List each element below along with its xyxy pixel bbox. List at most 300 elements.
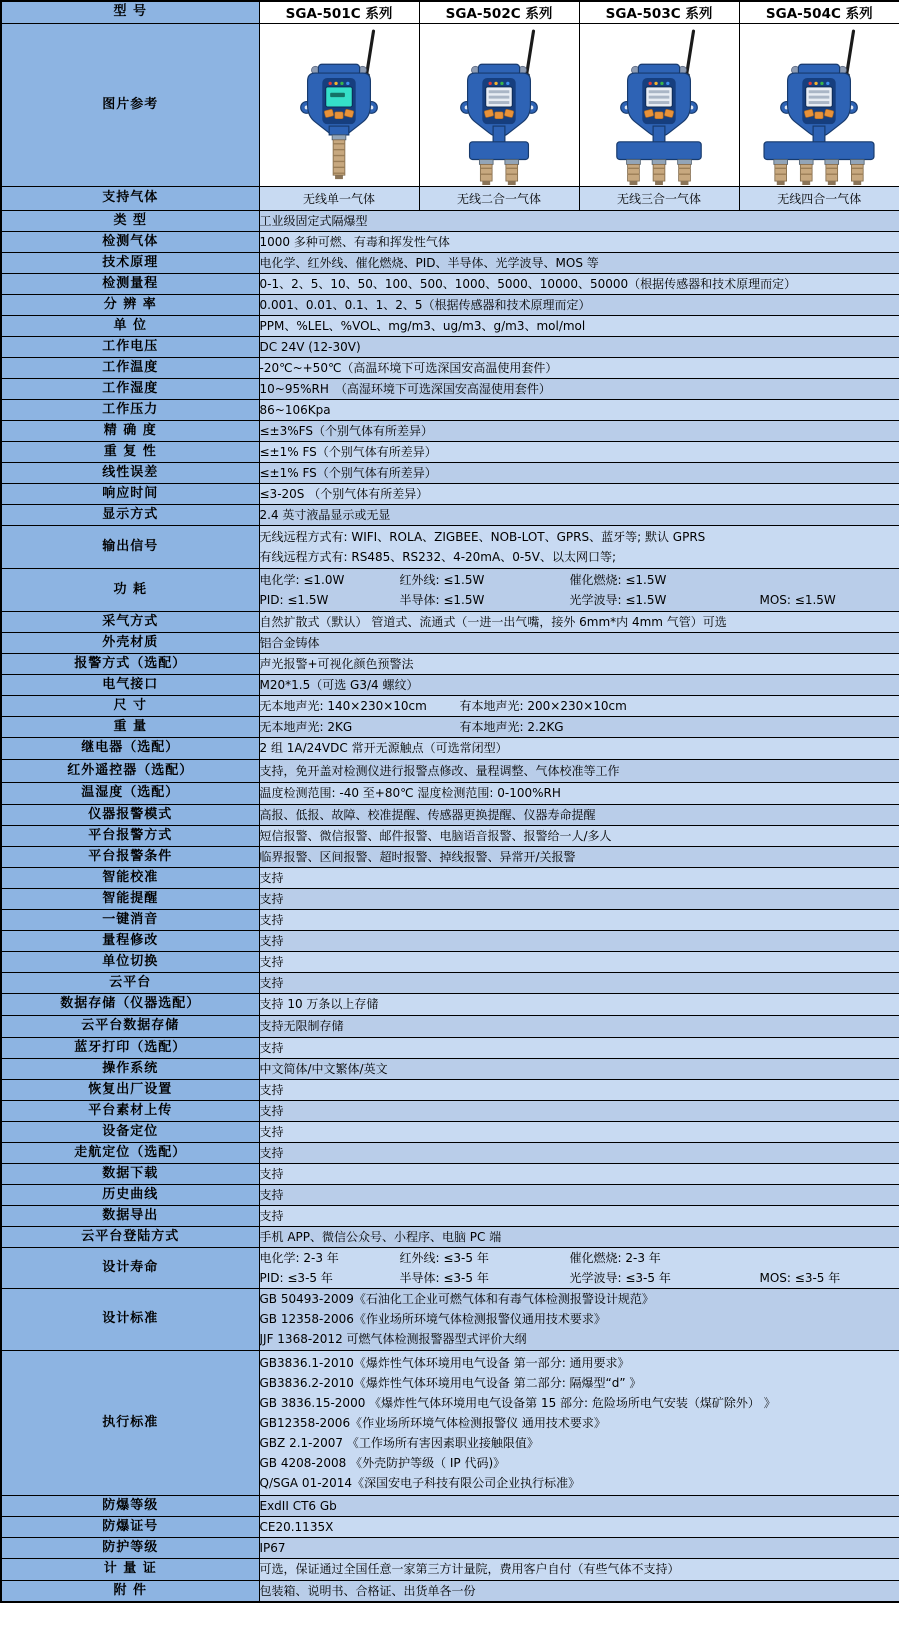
spec-segment: 2 组 1A/24VDC 常开无源触点（可选常闭型） bbox=[259, 741, 508, 755]
spec-row-value bbox=[259, 716, 899, 737]
product-image-sga-503c bbox=[580, 24, 739, 185]
spec-segment: 温度检测范围: -40 至+80℃ 湿度检测范围: 0-100%RH bbox=[259, 786, 561, 800]
spec-segment: 支持，免开盖对检测仪进行报警点修改、量程调整、气体校准等工作 bbox=[259, 763, 620, 778]
spec-row-46 bbox=[1, 1226, 899, 1247]
spec-row-value bbox=[259, 462, 899, 483]
spec-segment: 支持 bbox=[259, 1040, 284, 1055]
spec-line bbox=[260, 211, 899, 231]
spec-segment: 支持 10 万条以上存储 bbox=[259, 997, 379, 1011]
spec-line bbox=[260, 1101, 899, 1121]
spec-row-label: 温湿度（选配） bbox=[1, 782, 259, 804]
header-series-sga-503c: SGA-503C 系列 bbox=[579, 1, 739, 23]
spec-row-value bbox=[259, 231, 899, 252]
spec-row-value bbox=[259, 378, 899, 399]
spec-segment: -20℃~+50℃（高温环境下可选深国安高温使用套件） bbox=[259, 360, 558, 375]
spec-row-38 bbox=[1, 1058, 899, 1079]
spec-row-48 bbox=[1, 1288, 899, 1350]
spec-segment: 支持 bbox=[259, 1082, 284, 1097]
spec-row-16 bbox=[1, 568, 899, 611]
spec-row-54 bbox=[1, 1580, 899, 1602]
spec-row-label: 操作系统 bbox=[1, 1058, 259, 1079]
spec-line bbox=[260, 805, 899, 825]
spec-segment: ExdII CT6 Gb bbox=[259, 1498, 337, 1513]
spec-segment: 声光报警+可视化颜色预警法 bbox=[259, 656, 414, 671]
spec-segment: 有线远程方式有: RS485、RS232、4-20mA、0-5V、以太网口等; bbox=[259, 549, 617, 564]
spec-segment: 半导体: ≤3-5 年 bbox=[399, 1270, 489, 1285]
spec-segment: CE20.1135X bbox=[259, 1519, 334, 1534]
spec-line bbox=[260, 1559, 899, 1579]
spec-segment: M20*1.5（可选 G3/4 螺纹） bbox=[259, 677, 419, 692]
spec-row-label: 数据下载 bbox=[1, 1163, 259, 1184]
spec-row-30 bbox=[1, 888, 899, 909]
spec-segment: 10~95%RH （高湿环境下可选深国安高湿使用套件） bbox=[259, 381, 551, 396]
spec-line bbox=[260, 1329, 899, 1349]
spec-row-label: 响应时间 bbox=[1, 483, 259, 504]
spec-row-49 bbox=[1, 1350, 899, 1495]
spec-segment: 电化学、红外线、催化燃烧、PID、半导体、光学波导、MOS 等 bbox=[259, 255, 599, 270]
spec-row-label: 防爆等级 bbox=[1, 1495, 259, 1516]
spec-row-label: 一键消音 bbox=[1, 909, 259, 930]
spec-row-value bbox=[259, 737, 899, 759]
spec-row-label: 设计标准 bbox=[1, 1288, 259, 1350]
support-gas-1: 无线单一气体 bbox=[259, 186, 419, 210]
spec-segment: GBZ 2.1-2007 《工作场所有害因素职业接触限值》 bbox=[259, 1435, 539, 1450]
spec-row-label: 防护等级 bbox=[1, 1537, 259, 1558]
spec-segment: 半导体: ≤1.5W bbox=[399, 592, 485, 607]
spec-row-value bbox=[259, 930, 899, 951]
spec-row-value bbox=[259, 315, 899, 336]
spec-row-12 bbox=[1, 462, 899, 483]
spec-line bbox=[260, 1206, 899, 1226]
spec-row-label: 单 位 bbox=[1, 315, 259, 336]
supported-gases-row bbox=[1, 186, 899, 210]
spec-row-label: 云平台数据存储 bbox=[1, 1015, 259, 1037]
spec-row-label: 蓝牙打印（选配） bbox=[1, 1037, 259, 1058]
spec-line bbox=[260, 1473, 899, 1493]
spec-row-value bbox=[259, 441, 899, 462]
spec-line bbox=[260, 570, 899, 590]
spec-row-value bbox=[259, 399, 899, 420]
product-image-sga-501c bbox=[260, 24, 419, 185]
spec-row-label: 精 确 度 bbox=[1, 420, 259, 441]
spec-row-27 bbox=[1, 825, 899, 846]
spec-row-37 bbox=[1, 1037, 899, 1058]
spec-row-23 bbox=[1, 737, 899, 759]
spec-line bbox=[260, 612, 899, 632]
spec-segment: GB 12358-2006《作业场所环境气体检测报警仪通用技术要求》 bbox=[259, 1312, 606, 1326]
spec-segment: IP67 bbox=[259, 1540, 286, 1555]
spec-segment: 催化燃烧: 2-3 年 bbox=[569, 1250, 661, 1265]
spec-row-label: 云平台登陆方式 bbox=[1, 1226, 259, 1247]
spec-row-value bbox=[259, 782, 899, 804]
spec-line bbox=[260, 1393, 899, 1413]
spec-segment: 支持 bbox=[259, 912, 284, 927]
spec-row-label: 显示方式 bbox=[1, 504, 259, 525]
spec-line bbox=[260, 1016, 899, 1036]
spec-segment: 有本地声光: 2.2KG bbox=[459, 719, 564, 734]
spec-row-3 bbox=[1, 273, 899, 294]
spec-row-31 bbox=[1, 909, 899, 930]
spec-row-label: 输出信号 bbox=[1, 525, 259, 568]
spec-row-value bbox=[259, 1058, 899, 1079]
spec-line bbox=[260, 379, 899, 399]
spec-row-label: 云平台 bbox=[1, 972, 259, 993]
spec-line bbox=[260, 847, 899, 867]
spec-segment: 支持 bbox=[259, 870, 284, 885]
spec-row-label: 附 件 bbox=[1, 1580, 259, 1602]
spec-segment: PPM、%LEL、%VOL、mg/m3、ug/m3、g/m3、mol/mol bbox=[259, 318, 586, 333]
spec-row-label: 电气接口 bbox=[1, 674, 259, 695]
spec-row-26 bbox=[1, 804, 899, 825]
spec-line bbox=[260, 274, 899, 294]
spec-segment: 铝合金铸体 bbox=[259, 635, 320, 650]
spec-segment: 支持 bbox=[259, 1208, 284, 1223]
spec-row-label: 红外遥控器（选配） bbox=[1, 759, 259, 782]
spec-row-44 bbox=[1, 1184, 899, 1205]
spec-row-51 bbox=[1, 1516, 899, 1537]
spec-row-2 bbox=[1, 252, 899, 273]
spec-row-value bbox=[259, 1079, 899, 1100]
product-image-sga-502c bbox=[420, 24, 579, 185]
spec-line bbox=[260, 463, 899, 483]
spec-row-0 bbox=[1, 210, 899, 231]
spec-line bbox=[260, 1433, 899, 1453]
spec-segment: 支持 bbox=[259, 954, 284, 969]
spec-segment: 支持 bbox=[259, 975, 284, 990]
spec-row-label: 执行标准 bbox=[1, 1350, 259, 1495]
spec-row-value bbox=[259, 1495, 899, 1516]
spec-line bbox=[260, 1373, 899, 1393]
spec-line bbox=[260, 1289, 899, 1309]
spec-row-33 bbox=[1, 951, 899, 972]
spec-segment: 光学波导: ≤3-5 年 bbox=[569, 1270, 671, 1285]
spec-row-label: 平台素材上传 bbox=[1, 1100, 259, 1121]
spec-segment: DC 24V (12-30V) bbox=[259, 339, 361, 354]
spec-line bbox=[260, 1353, 899, 1373]
spec-row-value bbox=[259, 1121, 899, 1142]
spec-row-value bbox=[259, 568, 899, 611]
spec-line bbox=[260, 952, 899, 972]
spec-segment: 催化燃烧: ≤1.5W bbox=[569, 572, 667, 587]
support-gas-3: 无线三合一气体 bbox=[579, 186, 739, 210]
spec-row-40 bbox=[1, 1100, 899, 1121]
spec-row-label: 平台报警方式 bbox=[1, 825, 259, 846]
spec-row-value bbox=[259, 867, 899, 888]
spec-row-value bbox=[259, 336, 899, 357]
spec-segment: 临界报警、区间报警、超时报警、掉线报警、异常开/关报警 bbox=[259, 849, 576, 864]
spec-row-14 bbox=[1, 504, 899, 525]
spec-row-value bbox=[259, 1558, 899, 1580]
spec-line bbox=[260, 442, 899, 462]
spec-segment: ≤±3%FS（个别气体有所差异） bbox=[259, 423, 433, 438]
spec-segment: 工业级固定式隔爆型 bbox=[259, 213, 368, 228]
spec-row-label: 重 量 bbox=[1, 716, 259, 737]
spec-segment: 0-1、2、5、10、50、100、500、1000、5000、10000、50000（根据传感器和技术原理而定） bbox=[259, 276, 797, 291]
spec-row-4 bbox=[1, 294, 899, 315]
spec-row-value bbox=[259, 1350, 899, 1495]
spec-segment: GB3836.1-2010《爆炸性气体环境用电气设备 第一部分: 通用要求》 bbox=[259, 1355, 630, 1370]
spec-line bbox=[260, 527, 899, 547]
header-series-sga-504c: SGA-504C 系列 bbox=[739, 1, 899, 23]
spec-row-value bbox=[259, 993, 899, 1015]
spec-line bbox=[260, 696, 899, 716]
spec-row-34 bbox=[1, 972, 899, 993]
spec-row-label: 历史曲线 bbox=[1, 1184, 259, 1205]
spec-line bbox=[260, 1038, 899, 1058]
spec-row-value bbox=[259, 653, 899, 674]
spec-row-18 bbox=[1, 632, 899, 653]
spec-row-label: 设计寿命 bbox=[1, 1247, 259, 1288]
spec-row-9 bbox=[1, 399, 899, 420]
spec-segment: JJF 1368-2012 可燃气体检测报警器型式评价大纲 bbox=[259, 1332, 527, 1346]
spec-row-value bbox=[259, 759, 899, 782]
spec-row-label: 技术原理 bbox=[1, 252, 259, 273]
spec-segment: 短信报警、微信报警、邮件报警、电脑语音报警、报警给一人/多人 bbox=[259, 828, 612, 843]
spec-row-label: 仪器报警模式 bbox=[1, 804, 259, 825]
spec-row-label: 检测气体 bbox=[1, 231, 259, 252]
spec-row-value bbox=[259, 1205, 899, 1226]
spec-row-53 bbox=[1, 1558, 899, 1580]
spec-row-value bbox=[259, 1580, 899, 1602]
spec-row-label: 工作压力 bbox=[1, 399, 259, 420]
spec-segment: 中文简体/中文繁体/英文 bbox=[259, 1061, 388, 1076]
spec-segment: ≤±1% FS（个别气体有所差异） bbox=[259, 465, 437, 480]
spec-segment: 高报、低报、故障、校准提醒、传感器更换提醒、仪器寿命提醒 bbox=[259, 807, 596, 822]
spec-row-label: 工作湿度 bbox=[1, 378, 259, 399]
spec-line bbox=[260, 1581, 899, 1601]
spec-row-value bbox=[259, 1184, 899, 1205]
spec-row-20 bbox=[1, 674, 899, 695]
support-gas-2: 无线二合一气体 bbox=[419, 186, 579, 210]
spec-row-label: 单位切换 bbox=[1, 951, 259, 972]
spec-row-value bbox=[259, 525, 899, 568]
spec-line bbox=[260, 994, 899, 1014]
spec-row-28 bbox=[1, 846, 899, 867]
spec-row-value bbox=[259, 632, 899, 653]
spec-segment: MOS: ≤3-5 年 bbox=[759, 1270, 841, 1285]
spec-line bbox=[260, 826, 899, 846]
spec-row-29 bbox=[1, 867, 899, 888]
spec-row-24 bbox=[1, 759, 899, 782]
spec-line bbox=[260, 232, 899, 252]
spec-line bbox=[260, 910, 899, 930]
spec-segment: 有本地声光: 200×230×10cm bbox=[459, 698, 627, 713]
spec-line bbox=[260, 1080, 899, 1100]
spec-segment: 无本地声光: 2KG bbox=[259, 719, 353, 734]
spec-row-5 bbox=[1, 315, 899, 336]
spec-row-value bbox=[259, 611, 899, 632]
spec-line bbox=[260, 717, 899, 737]
header-model-label: 型 号 bbox=[1, 1, 259, 23]
spec-segment: GB 50493-2009《石油化工企业可燃气体和有毒气体检测报警设计规范》 bbox=[259, 1292, 654, 1306]
spec-row-52 bbox=[1, 1537, 899, 1558]
spec-segment: GB3836.2-2010《爆炸性气体环境用电气设备 第二部分: 隔爆型“d” 》 bbox=[259, 1375, 642, 1390]
spec-line bbox=[260, 1227, 899, 1247]
spec-line bbox=[260, 1517, 899, 1537]
spec-row-value bbox=[259, 951, 899, 972]
spec-row-value bbox=[259, 695, 899, 716]
spec-row-label: 采气方式 bbox=[1, 611, 259, 632]
spec-line bbox=[260, 1248, 899, 1268]
spec-segment: 红外线: ≤1.5W bbox=[399, 572, 485, 587]
spec-segment: ≤±1% FS（个别气体有所差异） bbox=[259, 444, 437, 459]
spec-row-value bbox=[259, 1037, 899, 1058]
spec-segment: 可选，保证通过全国任意一家第三方计量院，费用客户自付（有些气体不支持） bbox=[259, 1562, 680, 1576]
spec-line bbox=[260, 1268, 899, 1288]
spec-row-22 bbox=[1, 716, 899, 737]
spec-segment: GB12358-2006《作业场所环境气体检测报警仪 通用技术要求》 bbox=[259, 1415, 606, 1430]
spec-row-42 bbox=[1, 1142, 899, 1163]
spec-segment: 支持 bbox=[259, 1145, 284, 1160]
spec-row-label: 恢复出厂设置 bbox=[1, 1079, 259, 1100]
spec-line bbox=[260, 654, 899, 674]
spec-row-label: 量程修改 bbox=[1, 930, 259, 951]
spec-row-label: 尺 寸 bbox=[1, 695, 259, 716]
spec-row-label: 检测量程 bbox=[1, 273, 259, 294]
spec-row-41 bbox=[1, 1121, 899, 1142]
spec-line bbox=[260, 400, 899, 420]
spec-segment: 支持 bbox=[259, 933, 284, 948]
spec-segment: 电化学: ≤1.0W bbox=[259, 572, 345, 587]
spec-line bbox=[260, 421, 899, 441]
spec-row-value bbox=[259, 1142, 899, 1163]
spec-row-label: 功 耗 bbox=[1, 568, 259, 611]
spec-line bbox=[260, 590, 899, 610]
spec-line bbox=[260, 547, 899, 567]
spec-row-17 bbox=[1, 611, 899, 632]
spec-segment: 支持 bbox=[259, 1103, 284, 1118]
spec-segment: 86~106Kpa bbox=[259, 402, 331, 417]
spec-row-47 bbox=[1, 1247, 899, 1288]
spec-row-value bbox=[259, 252, 899, 273]
spec-segment: MOS: ≤1.5W bbox=[759, 592, 836, 607]
spec-segment: ≤3-20S （个别气体有所差异） bbox=[259, 486, 429, 501]
spec-row-35 bbox=[1, 993, 899, 1015]
spec-row-8 bbox=[1, 378, 899, 399]
support-gas-4: 无线四合一气体 bbox=[739, 186, 899, 210]
spec-row-label: 平台报警条件 bbox=[1, 846, 259, 867]
spec-row-value bbox=[259, 1015, 899, 1037]
spec-row-label: 数据导出 bbox=[1, 1205, 259, 1226]
spec-row-value bbox=[259, 909, 899, 930]
spec-row-label: 数据存储（仪器选配） bbox=[1, 993, 259, 1015]
spec-row-value bbox=[259, 888, 899, 909]
spec-row-1 bbox=[1, 231, 899, 252]
spec-row-label: 计 量 证 bbox=[1, 1558, 259, 1580]
spec-row-13 bbox=[1, 483, 899, 504]
spec-segment: 支持 bbox=[259, 1124, 284, 1139]
spec-row-value bbox=[259, 846, 899, 867]
spec-line bbox=[260, 1059, 899, 1079]
spec-row-value bbox=[259, 273, 899, 294]
spec-row-label: 报警方式（选配） bbox=[1, 653, 259, 674]
spec-line bbox=[260, 783, 899, 803]
spec-segment: 红外线: ≤3-5 年 bbox=[399, 1250, 489, 1265]
spec-row-value bbox=[259, 1100, 899, 1121]
spec-row-value bbox=[259, 1288, 899, 1350]
spec-segment: PID: ≤1.5W bbox=[259, 592, 329, 607]
product-image-sga-504c bbox=[740, 24, 899, 185]
spec-segment: 0.001、0.01、0.1、1、2、5（根据传感器和技术原理而定） bbox=[259, 297, 591, 312]
spec-row-value bbox=[259, 1537, 899, 1558]
spec-row-43 bbox=[1, 1163, 899, 1184]
spec-segment: 支持 bbox=[259, 891, 284, 906]
spec-row-value bbox=[259, 420, 899, 441]
spec-line bbox=[260, 1496, 899, 1516]
spec-line bbox=[260, 484, 899, 504]
spec-row-value bbox=[259, 504, 899, 525]
spec-row-label: 外壳材质 bbox=[1, 632, 259, 653]
spec-row-label: 重 复 性 bbox=[1, 441, 259, 462]
spec-line bbox=[260, 1143, 899, 1163]
spec-segment: 手机 APP、微信公众号、小程序、电脑 PC 端 bbox=[259, 1229, 502, 1244]
spec-row-value bbox=[259, 1163, 899, 1184]
spec-row-25 bbox=[1, 782, 899, 804]
spec-row-value bbox=[259, 804, 899, 825]
spec-segment: 无本地声光: 140×230×10cm bbox=[259, 698, 427, 713]
spec-row-value bbox=[259, 1516, 899, 1537]
spec-row-value bbox=[259, 294, 899, 315]
table-header-row bbox=[1, 1, 899, 23]
spec-line bbox=[260, 738, 899, 758]
spec-segment: GB 4208-2008 《外壳防护等级（ IP 代码)》 bbox=[259, 1455, 506, 1470]
spec-row-7 bbox=[1, 357, 899, 378]
spec-row-label: 智能校准 bbox=[1, 867, 259, 888]
spec-line bbox=[260, 358, 899, 378]
spec-line bbox=[260, 1122, 899, 1142]
spec-line bbox=[260, 633, 899, 653]
spec-row-label: 线性误差 bbox=[1, 462, 259, 483]
spec-row-label: 类 型 bbox=[1, 210, 259, 231]
spec-segment: 支持无限制存储 bbox=[259, 1019, 344, 1033]
spec-line bbox=[260, 505, 899, 525]
spec-row-6 bbox=[1, 336, 899, 357]
spec-row-32 bbox=[1, 930, 899, 951]
spec-row-label: 防爆证号 bbox=[1, 1516, 259, 1537]
spec-row-36 bbox=[1, 1015, 899, 1037]
spec-segment: 光学波导: ≤1.5W bbox=[569, 592, 667, 607]
spec-row-label: 工作电压 bbox=[1, 336, 259, 357]
spec-line bbox=[260, 1538, 899, 1558]
spec-segment: 无线远程方式有: WIFI、ROLA、ZIGBEE、NOB-LOT、GPRS、蓝牙等; 默认 GPRS bbox=[259, 529, 706, 544]
spec-row-value bbox=[259, 210, 899, 231]
spec-row-value bbox=[259, 674, 899, 695]
spec-row-label: 继电器（选配） bbox=[1, 737, 259, 759]
spec-row-label: 设备定位 bbox=[1, 1121, 259, 1142]
spec-line bbox=[260, 295, 899, 315]
spec-row-value bbox=[259, 972, 899, 993]
spec-row-39 bbox=[1, 1079, 899, 1100]
image-reference-row bbox=[1, 23, 899, 186]
spec-row-value bbox=[259, 1247, 899, 1288]
spec-line bbox=[260, 1453, 899, 1473]
spec-line bbox=[260, 889, 899, 909]
spec-line bbox=[260, 761, 899, 781]
spec-segment: 2.4 英寸液晶显示或无显 bbox=[259, 507, 391, 522]
spec-row-value bbox=[259, 357, 899, 378]
spec-segment: 自然扩散式（默认） 管道式、流通式（一进一出气嘴，接外 6mm*内 4mm 气管）可选 bbox=[259, 614, 727, 629]
spec-line bbox=[260, 316, 899, 336]
spec-line bbox=[260, 1164, 899, 1184]
spec-segment: PID: ≤3-5 年 bbox=[259, 1270, 333, 1285]
spec-row-label: 工作温度 bbox=[1, 357, 259, 378]
spec-segment: GB 3836.15-2000 《爆炸性气体环境用电气设备第 15 部分: 危险场所电气安装（煤矿除外） 》 bbox=[259, 1395, 776, 1410]
spec-row-50 bbox=[1, 1495, 899, 1516]
spec-row-label: 智能提醒 bbox=[1, 888, 259, 909]
spec-line bbox=[260, 868, 899, 888]
spec-line bbox=[260, 931, 899, 951]
spec-row-label: 走航定位（选配） bbox=[1, 1142, 259, 1163]
